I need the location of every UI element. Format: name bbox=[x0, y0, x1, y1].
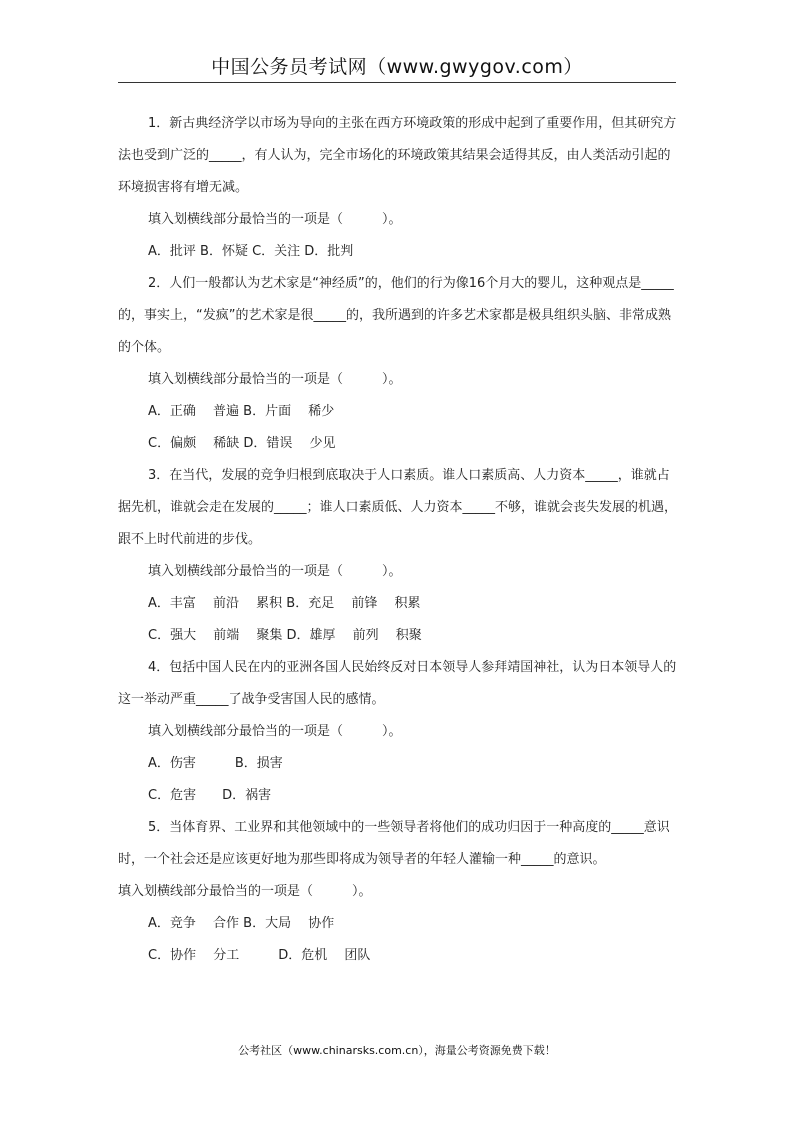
question-4-prompt: 填入划横线部分最恰当的一项是（ ）。 bbox=[148, 724, 402, 739]
question-1-prompt: 填入划横线部分最恰当的一项是（ ）。 bbox=[148, 212, 402, 227]
question-2-options-ab: A．正确 普遍 B．片面 稀少 bbox=[148, 404, 335, 419]
header-divider bbox=[118, 82, 676, 83]
question-5-stem: 5．当体育界、工业界和其他领域中的一些领导者将他们的成功归因于一种高度的_____意识时，一个社会还是应该更好地为那些即将成为领导者的年轻人灌输一种_____的意识。 bbox=[118, 820, 670, 867]
question-4-options-ab: A．伤害 B．损害 bbox=[148, 756, 283, 771]
page-footer-text: 公考社区（www.chinarsks.com.cn），海量公考资源免费下载！ bbox=[238, 1044, 556, 1057]
page-header-title: 中国公务员考试网（www.gwygov.com） bbox=[211, 56, 583, 78]
question-3-options-ab: A．丰富 前沿 累积 B．充足 前锋 积累 bbox=[148, 596, 421, 611]
question-2-options-cd: C．偏颇 稀缺 D．错误 少见 bbox=[148, 436, 336, 451]
question-3-stem: 3．在当代，发展的竞争归根到底取决于人口素质。谁人口素质高、人力资本_____，谁就占据先机，谁就会走在发展的_____；谁人口素质低、人力资本_____不够，谁就会丧失发展的机遇，跟不上时代前进的步伐。 bbox=[118, 468, 678, 547]
question-4-options-cd: C．危害 D．祸害 bbox=[148, 788, 272, 803]
question-1-options: A．批评 B．怀疑 C．关注 D．批判 bbox=[148, 244, 354, 259]
question-3-prompt: 填入划横线部分最恰当的一项是（ ）。 bbox=[148, 564, 402, 579]
question-5-options-cd: C．协作 分工 D．危机 团队 bbox=[148, 948, 371, 963]
question-3-options-cd: C．强大 前端 聚集 D．雄厚 前列 积聚 bbox=[148, 628, 422, 643]
question-2-stem: 2．人们一般都认为艺术家是“神经质”的，他们的行为像16个月大的婴儿，这种观点是_____的，事实上，“发疯”的艺术家是很_____的，我所遇到的许多艺术家都是极具组织头脑、非常成熟的个体。 bbox=[118, 276, 674, 355]
question-2-prompt: 填入划横线部分最恰当的一项是（ ）。 bbox=[148, 372, 402, 387]
question-1-stem: 1．新古典经济学以市场为导向的主张在西方环境政策的形成中起到了重要作用，但其研究方法也受到广泛的_____，有人认为，完全市场化的环境政策其结果会适得其反，由人类活动引起的环境损害将有增无减。 bbox=[118, 116, 677, 195]
question-4-stem: 4．包括中国人民在内的亚洲各国人民始终反对日本领导人参拜靖国神社，认为日本领导人的这一举动严重_____了战争受害国人民的感情。 bbox=[118, 660, 677, 707]
question-5-options-ab: A．竞争 合作 B．大局 协作 bbox=[148, 916, 335, 931]
document-body bbox=[118, 108, 678, 972]
question-5-prompt: 填入划横线部分最恰当的一项是（ ）。 bbox=[118, 884, 372, 899]
